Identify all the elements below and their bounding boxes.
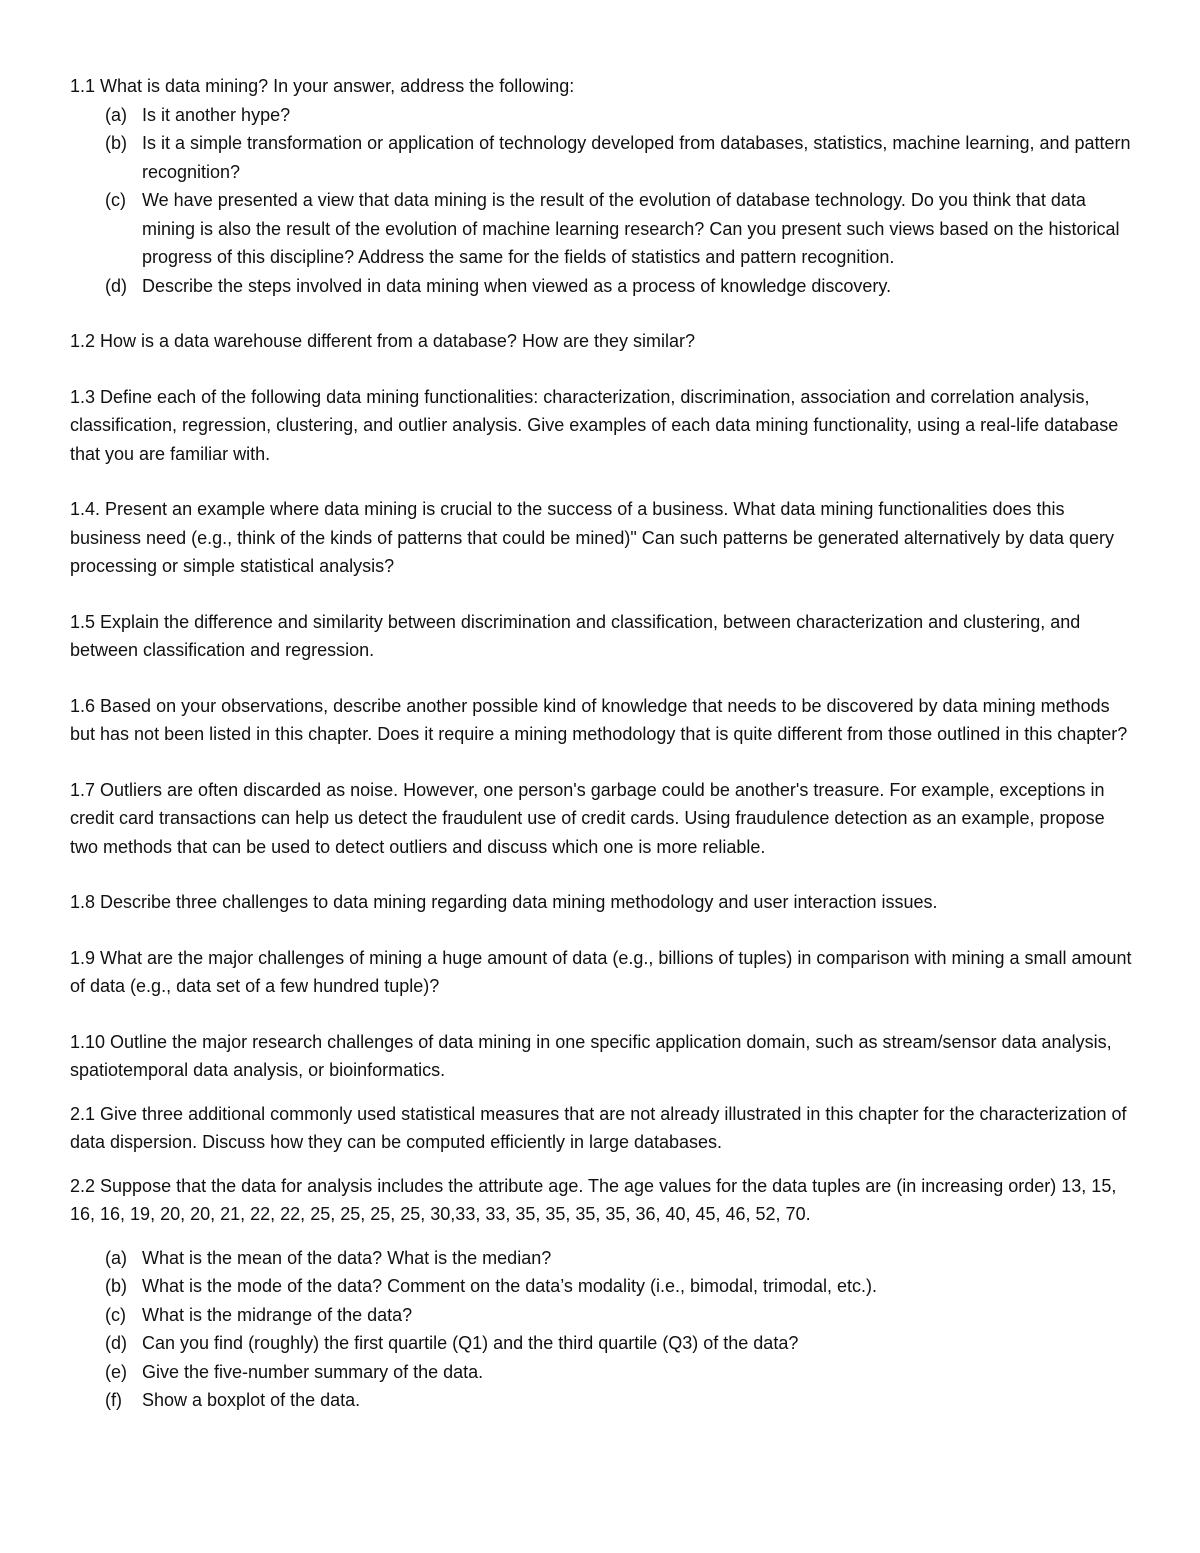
subitem-2-2-c (70, 1301, 1132, 1330)
question-1-1-text: 1.1 What is data mining? In your answer, address the following: (70, 76, 575, 96)
subitem-text: What is the midrange of the data? (142, 1304, 413, 1325)
subitem-text: Can you find (roughly) the first quartile (Q1) and the third quartile (Q3) of the data? (142, 1333, 799, 1353)
subitem-2-2-d (70, 1329, 1132, 1358)
subitem-marker: (c) (105, 190, 126, 210)
question-1-4: 1.4. Present an example where data mining is crucial to the success of a business. What data mining functionalities does this business need (e.g., think of the kinds of patterns that could be mined)" Can such patterns be generated alternatively by data query processing or simple statistical analysis? (70, 499, 1115, 576)
question-1-1 (70, 72, 1132, 300)
subitem-1-1-a (70, 101, 1132, 130)
question-1-8: 1.8 Describe three challenges to data mining regarding data mining methodology and user interaction issues. (70, 892, 938, 912)
subitem-marker: (a) (105, 104, 127, 125)
question-1-9: 1.9 What are the major challenges of mining a huge amount of data (e.g., billions of tuples) in comparison with mining a small amount of data (e.g., data set of a few hundred tuple)? (70, 947, 1132, 996)
subitem-1-1-d (70, 272, 1132, 301)
subitem-text: What is the mode of the data? Comment on the data’s modality (i.e., bimodal, trimodal, etc.). (142, 1276, 878, 1296)
subitem-2-2-e (70, 1358, 1132, 1387)
question-2-2-subitems (70, 1244, 1132, 1415)
subitem-text: We have presented a view that data mining is the result of the evolution of database technology. Do you think that data mining is also the result of the evolution of machine learning research? Can you present such views based on the historical progress of this discipline? Address the same for the fields of statistics and pattern recognition. (142, 190, 1120, 267)
question-1-3: 1.3 Define each of the following data mining functionalities: characterization, discrimination, association and correlation analysis, classification, regression, clustering, and outlier analysis. Give examples of each data mining functionality, using a real-life database that you are familiar with. (70, 386, 1119, 464)
question-1-2: 1.2 How is a data warehouse different from a database? How are they similar? (70, 331, 695, 351)
subitem-1-1-b (70, 129, 1132, 186)
subitem-1-1-c (70, 186, 1132, 272)
subitem-marker: (a) (105, 1247, 127, 1268)
question-1-5: 1.5 Explain the difference and similarity between discrimination and classification, between characterization and clustering, and between classification and regression. (70, 611, 1081, 660)
subitem-2-2-f (70, 1386, 1132, 1415)
subitem-text: Describe the steps involved in data mining when viewed as a process of knowledge discovery. (142, 275, 892, 296)
subitem-marker: (f) (105, 1390, 122, 1410)
question-1-10: 1.10 Outline the major research challenges of data mining in one specific application domain, such as stream/sensor data analysis, spatiotemporal data analysis, or bioinformatics. (70, 1031, 1112, 1080)
question-2-2-text: 2.2 Suppose that the data for analysis includes the attribute age. The age values for the data tuples are (in increasing order) 13, 15, 16, 16, 19, 20, 20, 21, 22, 22, 25, 25, 25, 25, 30,33, 33, 35, 35, 35, 35, 36, 40, 45, 46, 52, 70. (70, 1175, 1117, 1224)
subitem-text: What is the mean of the data? What is the median? (142, 1247, 552, 1268)
subitem-marker: (b) (105, 1276, 127, 1296)
question-1-6: 1.6 Based on your observations, describe another possible kind of knowledge that needs to be discovered by data mining methods but has not been listed in this chapter. Does it require a mining methodology that is quite different from those outlined in this chapter? (70, 695, 1128, 744)
subitem-2-2-b (70, 1272, 1132, 1301)
subitem-2-2-a (70, 1244, 1132, 1273)
subitem-text: Show a boxplot of the data. (142, 1390, 361, 1410)
subitem-marker: (d) (105, 275, 127, 296)
subitem-text: Is it a simple transformation or application of technology developed from databases, statistics, machine learning, and pattern recognition? (142, 133, 1131, 182)
subitem-text: Give the five-number summary of the data. (142, 1361, 484, 1382)
document-page (70, 72, 1132, 1415)
subitem-marker: (d) (105, 1333, 127, 1353)
question-1-7: 1.7 Outliers are often discarded as noise. However, one person's garbage could be another's treasure. For example, exceptions in credit card transactions can help us detect the fraudulent use of credit cards. Using fraudulence detection as an example, propose two methods that can be used to detect outliers and discuss which one is more reliable. (70, 779, 1105, 857)
subitem-text: Is it another hype? (142, 104, 291, 125)
subitem-marker: (e) (105, 1361, 127, 1382)
question-2-2 (70, 1172, 1132, 1415)
question-1-1-subitems (70, 101, 1132, 301)
subitem-marker: (b) (105, 133, 127, 153)
question-2-1: 2.1 Give three additional commonly used statistical measures that are not already illustrated in this chapter for the characterization of data dispersion. Discuss how they can be computed efficiently in large databases. (70, 1103, 1127, 1152)
subitem-marker: (c) (105, 1304, 126, 1325)
